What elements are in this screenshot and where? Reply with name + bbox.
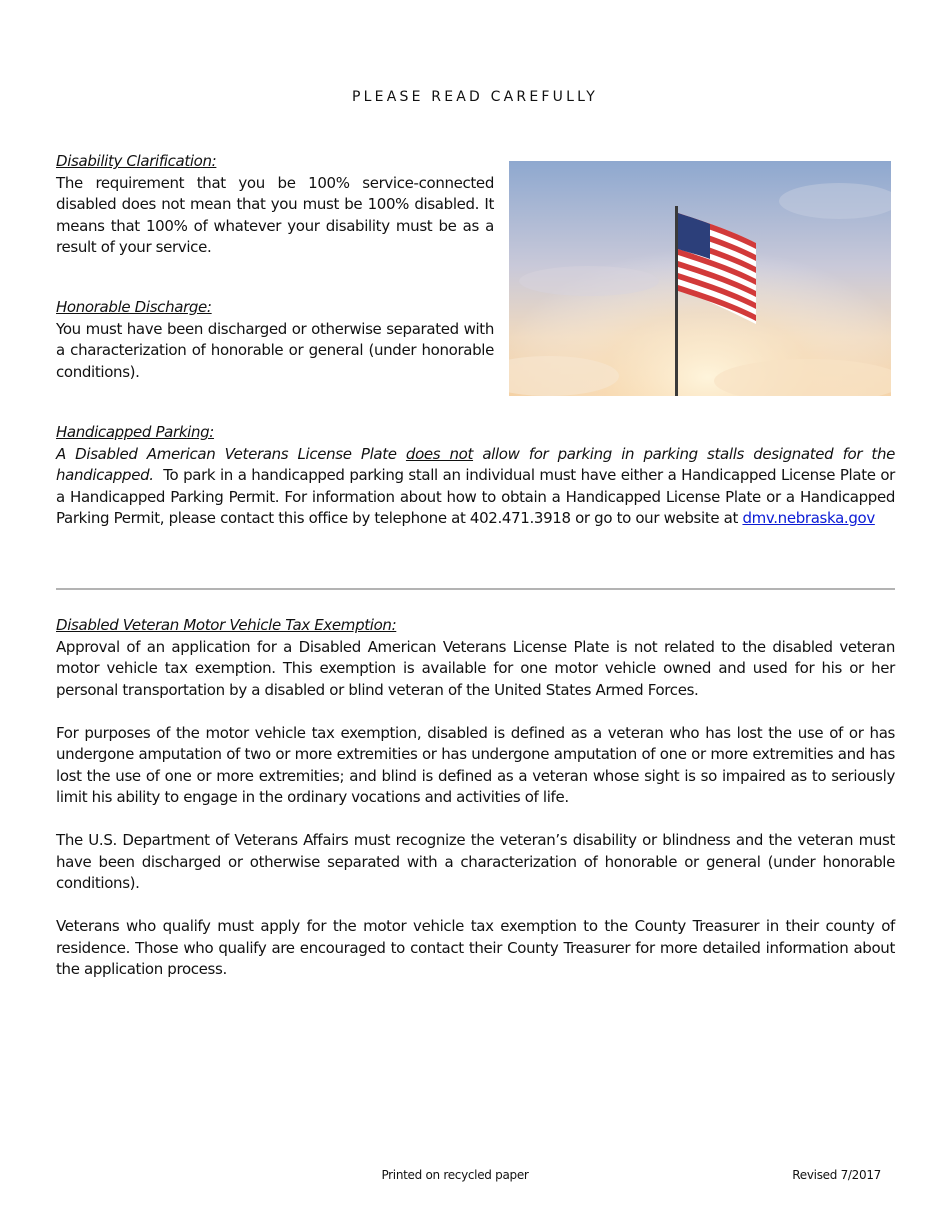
disability-heading: Disability Clarification: bbox=[56, 152, 217, 170]
tax-heading: Disabled Veteran Motor Vehicle Tax Exemption: bbox=[56, 616, 397, 634]
parking-text bbox=[56, 444, 895, 530]
discharge-text: You must have been discharged or otherwise separated with a characterization of honorable or general (under honorable conditions). bbox=[56, 319, 494, 381]
section-tax-exemption bbox=[56, 615, 895, 981]
page-title: PLEASE READ CAREFULLY bbox=[352, 89, 598, 105]
parking-does-not: does not bbox=[405, 444, 474, 463]
flag-photo bbox=[509, 161, 891, 396]
section-disability-clarification bbox=[56, 151, 494, 259]
section-handicapped-parking bbox=[56, 422, 895, 530]
section-divider bbox=[56, 588, 895, 590]
flag-image bbox=[509, 161, 891, 396]
tax-paragraph: The U.S. Department of Veterans Affairs must recognize the veteran’s disability or blindness and the veteran must have been discharged or otherwise separated with a characterization of honorable or general (under honorable conditions). bbox=[56, 831, 895, 892]
tax-paragraph: For purposes of the motor vehicle tax exemption, disabled is defined as a veteran who has lost the use of or has undergone amputation of two or more extremities or has undergone amputation of one or more extremities and has lost the use of one or more extremities; and blind is defined as a veteran whose sight is so impaired as to seriously limit his ability to engage in the ordinary vocations and activities of life. bbox=[56, 723, 895, 806]
disability-text: The requirement that you be 100% service-connected disabled does not mean that you must be 100% disabled. It means that 100% of whatever your disability must be as a result of your service. bbox=[56, 173, 494, 256]
parking-italic-lead-1: A Disabled American Veterans License Plate bbox=[56, 444, 397, 463]
tax-paragraph: Veterans who qualify must apply for the motor vehicle tax exemption to the County Treasurer in their county of residence. Those who qualify are encouraged to contact their County Treasurer for more detailed information about the application process. bbox=[56, 917, 895, 978]
flagpole bbox=[675, 206, 678, 396]
tax-paragraph: Approval of an application for a Disabled American Veterans License Plate is not related to the disabled veteran motor vehicle tax exemption. This exemption is available for one motor vehicle owned and used for his or her personal transportation by a disabled or blind veteran of the United States Armed Forces. bbox=[56, 637, 895, 699]
dmv-website-link[interactable]: dmv.nebraska.gov bbox=[742, 509, 875, 527]
footer-recycled-note: Printed on recycled paper bbox=[381, 1168, 529, 1182]
parking-heading: Handicapped Parking: bbox=[56, 423, 215, 441]
parking-italic-lead-2: allow for parking in parking stalls designated for the handicapped. bbox=[56, 444, 895, 484]
section-honorable-discharge bbox=[56, 297, 494, 383]
parking-body: To park in a handicapped parking stall an individual must have either a Handicapped License Plate or a Handicapped Parking Permit. For information about how to obtain a Handicapped License Plate or a Handicapped Parking Permit, please contact this office by telephone at 402.471.3918 or go to our website at bbox=[56, 466, 895, 527]
discharge-heading: Honorable Discharge: bbox=[56, 298, 212, 316]
footer-revision-date: Revised 7/2017 bbox=[792, 1168, 881, 1182]
